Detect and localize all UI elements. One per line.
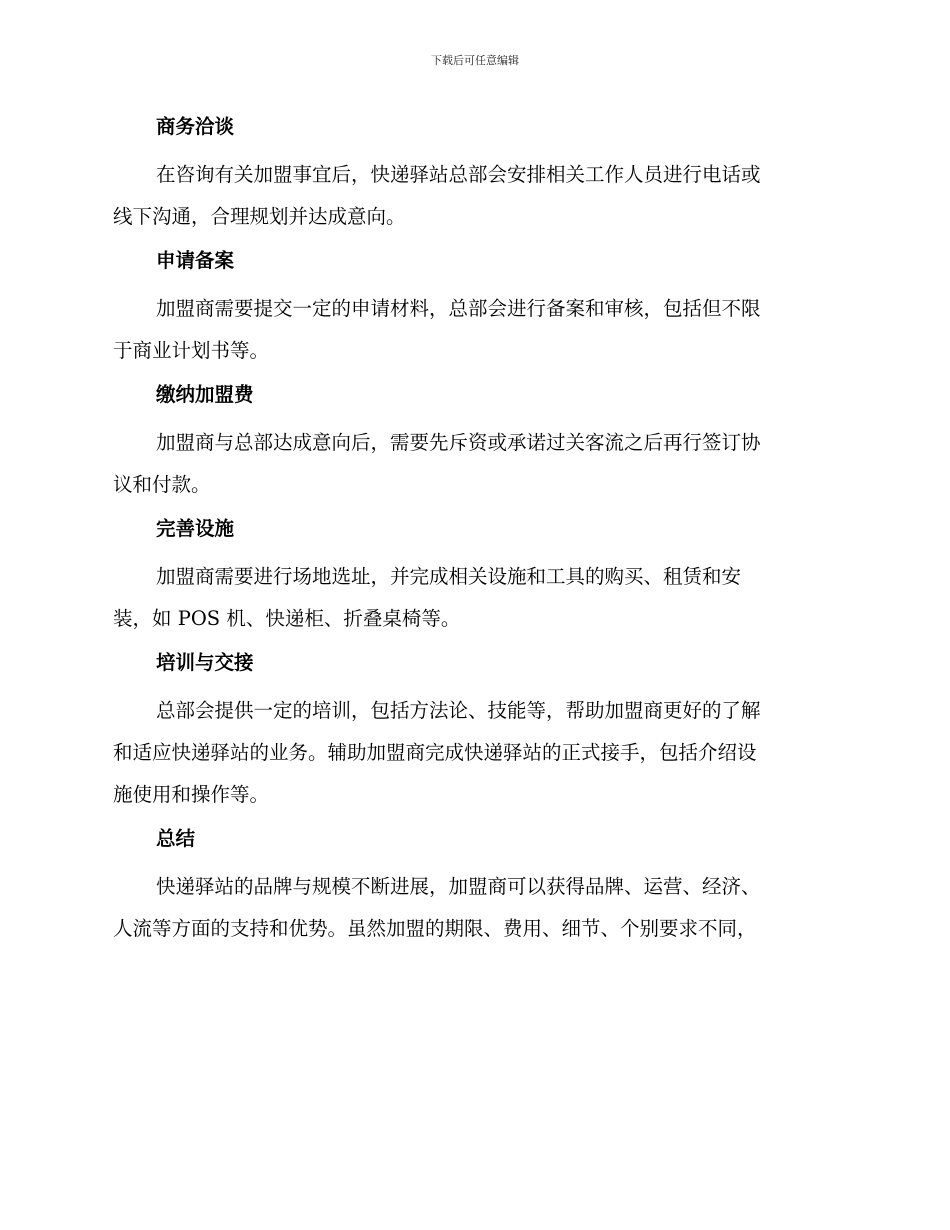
section-application-filing — [113, 244, 837, 372]
section-summary — [113, 822, 837, 950]
paragraph-line: 加盟商需要进行场地选址，并完成相关设施和工具的购买、租赁和安 — [156, 565, 742, 588]
paragraph-line: 装，如 POS 机、快递柜、折叠桌椅等。 — [113, 607, 461, 630]
paragraph-line: 议和付款。 — [113, 473, 211, 496]
section-heading: 完善设施 — [156, 517, 235, 540]
paragraph-line: 加盟商与总部达成意向后，需要先斥资或承诺过关客流之后再行签订协 — [156, 431, 761, 454]
page-header: 下载后可任意编辑 — [431, 54, 519, 67]
paragraph-line: 线下沟通，合理规划并达成意向。 — [113, 205, 406, 228]
paragraph-line: 和适应快递驿站的业务。辅助加盟商完成快递驿站的正式接手，包括介绍设 — [113, 741, 757, 764]
section-heading: 缴纳加盟费 — [156, 383, 254, 406]
section-training-handover — [113, 646, 837, 816]
paragraph-line: 快递驿站的品牌与规模不断进展，加盟商可以获得品牌、运营、经济、 — [156, 875, 761, 898]
paragraph-line: 施使用和操作等。 — [113, 783, 270, 806]
paragraph-line: 人流等方面的支持和优势。虽然加盟的期限、费用、细节、个别要求不同， — [113, 917, 757, 940]
paragraph-line: 于商业计划书等。 — [113, 339, 270, 362]
section-facilities — [113, 512, 837, 640]
section-heading: 申请备案 — [156, 249, 235, 272]
section-paragraph — [113, 866, 837, 950]
paragraph-line: 在咨询有关加盟事宜后，快递驿站总部会安排相关工作人员进行电话或 — [156, 163, 761, 186]
section-paragraph — [113, 556, 837, 640]
section-heading: 培训与交接 — [156, 651, 254, 674]
section-heading: 总结 — [156, 827, 196, 850]
section-paragraph — [113, 690, 837, 816]
section-heading: 商务洽谈 — [156, 115, 235, 138]
section-business-negotiation — [113, 110, 837, 238]
paragraph-line: 总部会提供一定的培训，包括方法论、技能等，帮助加盟商更好的了解 — [156, 699, 761, 722]
document-body — [113, 110, 837, 956]
section-paragraph — [113, 154, 837, 238]
section-paragraph — [113, 288, 837, 372]
paragraph-line: 加盟商需要提交一定的申请材料，总部会进行备案和审核，包括但不限 — [156, 297, 761, 320]
section-paragraph — [113, 422, 837, 506]
section-franchise-fee — [113, 378, 837, 506]
